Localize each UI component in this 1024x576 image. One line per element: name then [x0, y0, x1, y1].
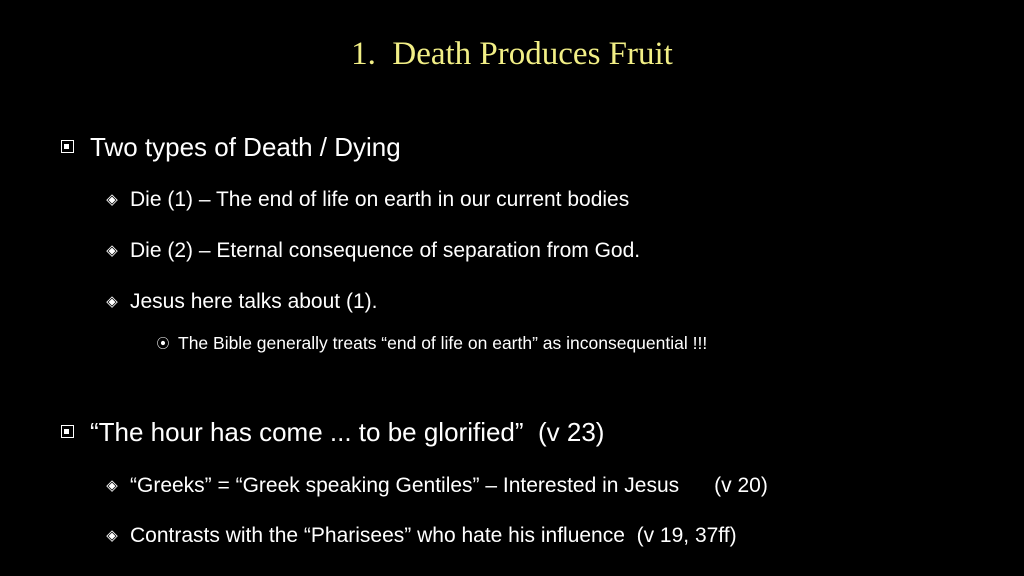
bullet-item-level1 [56, 417, 604, 448]
bullet-text: Two types of Death / Dying [90, 132, 401, 162]
bullet-text: Die (1) – The end of life on earth in our current bodies [130, 188, 630, 211]
bullet-text: Contrasts with the “Pharisees” who hate his influence (v 19, 37ff) [130, 524, 737, 547]
diamond-bullet-icon: ◈ [106, 242, 118, 259]
diamond-bullet-icon: ◈ [106, 477, 118, 494]
bullet-text: Die (2) – Eternal consequence of separation from God. [130, 239, 641, 262]
diamond-bullet-icon: ◈ [106, 191, 118, 208]
diamond-bullet-icon: ◈ [106, 527, 118, 544]
bullet-text: Jesus here talks about (1). [130, 290, 378, 313]
bullet-text: “Greeks” = “Greek speaking Gentiles” – Interested in Jesus (v 20) [130, 474, 768, 497]
bullet-item-level2 [104, 188, 629, 212]
bullet-item-level3 [156, 333, 707, 354]
diamond-bullet-icon: ◈ [106, 293, 118, 310]
bullet-item-level2 [104, 474, 768, 498]
square-bullet-icon [56, 422, 78, 443]
square-bullet-icon [56, 137, 78, 158]
bullet-text: “The hour has come ... to be glorified” (v 23) [90, 417, 605, 447]
bullet-item-level2 [104, 239, 640, 263]
bullet-item-level1 [56, 132, 401, 163]
bullet-item-level2 [104, 524, 737, 548]
bullet-text: The Bible generally treats “end of life on earth” as inconsequential !!! [178, 333, 708, 353]
slide-title: 1. Death Produces Fruit [351, 36, 673, 72]
circle-dot-bullet-icon: ⦿ [156, 336, 170, 351]
bullet-item-level2 [104, 290, 377, 314]
